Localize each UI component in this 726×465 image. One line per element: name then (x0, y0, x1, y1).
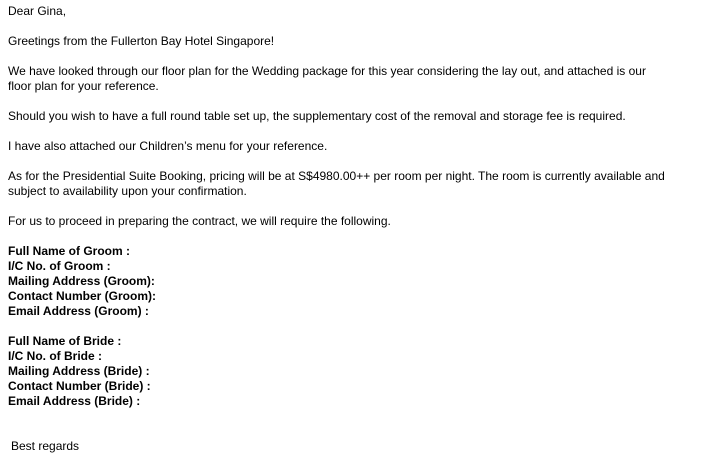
suite-paragraph (8, 169, 724, 199)
round-table-paragraph: Should you wish to have a full round table set up, the supplementary cost of the removal and storage fee is required. (8, 109, 626, 123)
email-body (8, 4, 724, 454)
spacer (8, 409, 724, 424)
bride-mailing-address-label: Mailing Address (Bride) : (8, 364, 150, 378)
groom-fields-list (8, 244, 724, 319)
bride-contact-number-label: Contact Number (Bride) : (8, 379, 151, 393)
suite-line-1: As for the Presidential Suite Booking, pricing will be at S$4980.00++ per room per night. The room is currently available and (8, 169, 665, 183)
spacer (8, 124, 724, 139)
groom-email-address-label: Email Address (Groom) : (8, 304, 149, 318)
groom-ic-label: I/C No. of Groom : (8, 259, 111, 273)
spacer (8, 94, 724, 109)
spacer (8, 319, 724, 334)
spacer (8, 19, 724, 34)
floor-plan-line-2: floor plan for your reference. (8, 79, 159, 93)
spacer (8, 49, 724, 64)
bride-fields-list (8, 334, 724, 409)
bride-full-name-label: Full Name of Bride : (8, 334, 122, 348)
greeting-line: Greetings from the Fullerton Bay Hotel Singapore! (8, 34, 275, 48)
groom-mailing-address-label: Mailing Address (Groom): (8, 274, 155, 288)
floor-plan-line-1: We have looked through our floor plan for the Wedding package for this year considering the lay out, and attached is our (8, 64, 646, 78)
signoff: Best regards (11, 439, 80, 453)
spacer (8, 154, 724, 169)
floor-plan-paragraph (8, 64, 724, 94)
bride-email-address-label: Email Address (Bride) : (8, 394, 141, 408)
groom-full-name-label: Full Name of Groom : (8, 244, 131, 258)
groom-contact-number-label: Contact Number (Groom): (8, 289, 156, 303)
salutation: Dear Gina, (8, 4, 67, 18)
spacer (8, 229, 724, 244)
contract-intro: For us to proceed in preparing the contract, we will require the following. (8, 214, 391, 228)
suite-line-2: subject to availability upon your confirmation. (8, 184, 247, 198)
spacer (8, 199, 724, 214)
spacer (8, 424, 724, 439)
bride-ic-label: I/C No. of Bride : (8, 349, 102, 363)
children-menu-paragraph: I have also attached our Children’s menu for your reference. (8, 139, 328, 153)
